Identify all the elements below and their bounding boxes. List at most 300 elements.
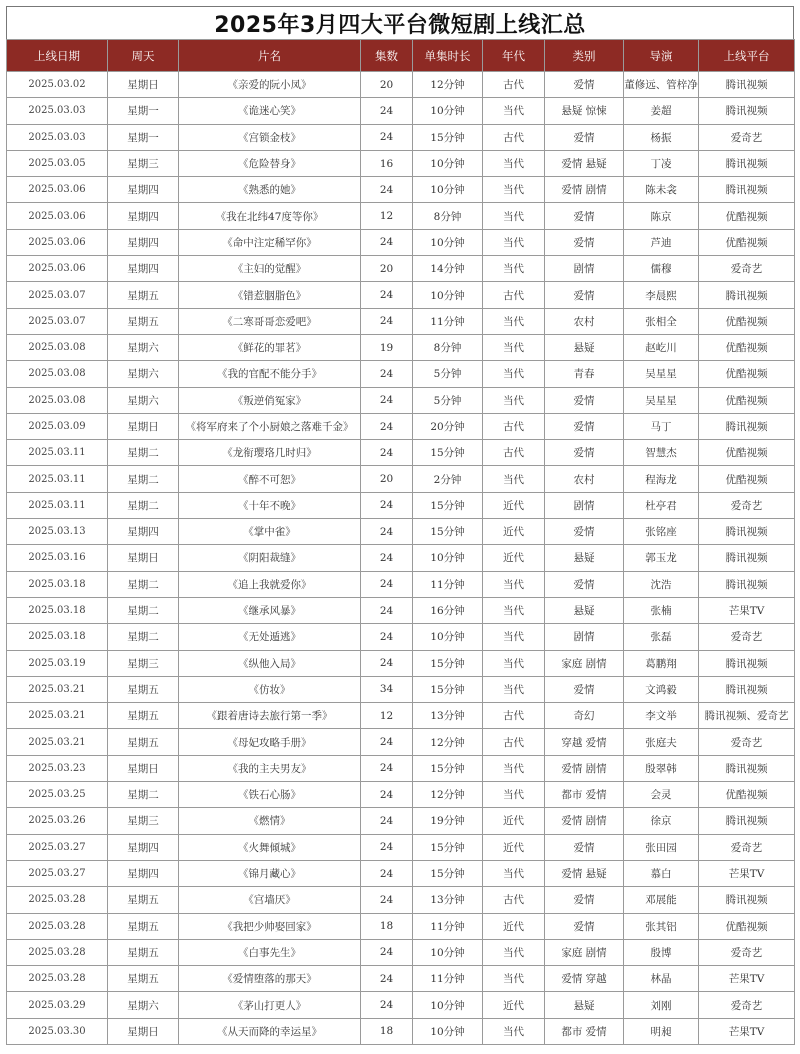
release-date-cell: 2025.03.19 bbox=[7, 650, 108, 676]
weekday-cell: 星期二 bbox=[108, 597, 179, 623]
platform-cell: 爱奇艺 bbox=[699, 834, 795, 860]
duration-cell: 10分钟 bbox=[413, 229, 483, 255]
title-cell: 《诡迷心笑》 bbox=[179, 98, 361, 124]
episodes-cell: 24 bbox=[361, 124, 413, 150]
platform-cell: 腾讯视频 bbox=[699, 887, 795, 913]
platform-cell: 爱奇艺 bbox=[699, 124, 795, 150]
table-row bbox=[7, 361, 795, 387]
table-row bbox=[7, 98, 795, 124]
title-cell: 《锦月藏心》 bbox=[179, 860, 361, 886]
weekday-cell: 星期日 bbox=[108, 755, 179, 781]
release-date-cell: 2025.03.03 bbox=[7, 98, 108, 124]
weekday-cell: 星期六 bbox=[108, 387, 179, 413]
weekday-cell: 星期五 bbox=[108, 887, 179, 913]
col-platform-header: 上线平台 bbox=[699, 40, 795, 72]
release-date-cell: 2025.03.11 bbox=[7, 466, 108, 492]
table-body bbox=[7, 72, 795, 1045]
weekday-cell: 星期五 bbox=[108, 676, 179, 702]
director-cell: 马丁 bbox=[624, 413, 699, 439]
platform-cell: 腾讯视频 bbox=[699, 676, 795, 702]
release-date-cell: 2025.03.11 bbox=[7, 440, 108, 466]
episodes-cell: 20 bbox=[361, 256, 413, 282]
release-date-cell: 2025.03.02 bbox=[7, 72, 108, 98]
episodes-cell: 24 bbox=[361, 282, 413, 308]
table-row bbox=[7, 703, 795, 729]
duration-cell: 13分钟 bbox=[413, 703, 483, 729]
director-cell: 张庭夫 bbox=[624, 729, 699, 755]
era-cell: 当代 bbox=[483, 177, 545, 203]
table-row bbox=[7, 124, 795, 150]
episodes-cell: 24 bbox=[361, 755, 413, 781]
duration-cell: 15分钟 bbox=[413, 440, 483, 466]
table-row bbox=[7, 177, 795, 203]
genre-cell: 农村 bbox=[545, 466, 624, 492]
director-cell: 慕白 bbox=[624, 860, 699, 886]
weekday-cell: 星期日 bbox=[108, 1018, 179, 1044]
platform-cell: 芒果TV bbox=[699, 966, 795, 992]
weekday-cell: 星期五 bbox=[108, 703, 179, 729]
release-date-cell: 2025.03.28 bbox=[7, 966, 108, 992]
weekday-cell: 星期二 bbox=[108, 624, 179, 650]
table-row bbox=[7, 256, 795, 282]
director-cell: 张田园 bbox=[624, 834, 699, 860]
weekday-cell: 星期四 bbox=[108, 834, 179, 860]
era-cell: 当代 bbox=[483, 256, 545, 282]
era-cell: 古代 bbox=[483, 729, 545, 755]
genre-cell: 爱情 bbox=[545, 676, 624, 702]
era-cell: 当代 bbox=[483, 308, 545, 334]
episodes-cell: 24 bbox=[361, 98, 413, 124]
director-cell: 林晶 bbox=[624, 966, 699, 992]
duration-cell: 19分钟 bbox=[413, 808, 483, 834]
director-cell: 智慧杰 bbox=[624, 440, 699, 466]
era-cell: 当代 bbox=[483, 597, 545, 623]
episodes-cell: 24 bbox=[361, 782, 413, 808]
episodes-cell: 24 bbox=[361, 571, 413, 597]
duration-cell: 20分钟 bbox=[413, 413, 483, 439]
episodes-cell: 12 bbox=[361, 203, 413, 229]
platform-cell: 优酷视频 bbox=[699, 387, 795, 413]
title-cell: 《宫墙厌》 bbox=[179, 887, 361, 913]
table-row bbox=[7, 966, 795, 992]
director-cell: 张磊 bbox=[624, 624, 699, 650]
genre-cell: 都市 爱情 bbox=[545, 782, 624, 808]
platform-cell: 优酷视频 bbox=[699, 308, 795, 334]
release-date-cell: 2025.03.07 bbox=[7, 308, 108, 334]
platform-cell: 芒果TV bbox=[699, 1018, 795, 1044]
episodes-cell: 24 bbox=[361, 308, 413, 334]
episodes-cell: 24 bbox=[361, 177, 413, 203]
duration-cell: 11分钟 bbox=[413, 913, 483, 939]
duration-cell: 8分钟 bbox=[413, 334, 483, 360]
table-row bbox=[7, 1018, 795, 1044]
era-cell: 近代 bbox=[483, 519, 545, 545]
title-cell: 《仿妆》 bbox=[179, 676, 361, 702]
episodes-cell: 24 bbox=[361, 229, 413, 255]
table-row bbox=[7, 150, 795, 176]
weekday-cell: 星期日 bbox=[108, 413, 179, 439]
genre-cell: 奇幻 bbox=[545, 703, 624, 729]
era-cell: 当代 bbox=[483, 229, 545, 255]
release-date-cell: 2025.03.18 bbox=[7, 571, 108, 597]
release-date-cell: 2025.03.08 bbox=[7, 387, 108, 413]
table-row bbox=[7, 519, 795, 545]
genre-cell: 悬疑 bbox=[545, 545, 624, 571]
director-cell: 沈浩 bbox=[624, 571, 699, 597]
genre-cell: 爱情 bbox=[545, 387, 624, 413]
era-cell: 当代 bbox=[483, 1018, 545, 1044]
weekday-cell: 星期五 bbox=[108, 308, 179, 334]
col-title-header: 片名 bbox=[179, 40, 361, 72]
era-cell: 当代 bbox=[483, 939, 545, 965]
duration-cell: 11分钟 bbox=[413, 571, 483, 597]
release-date-cell: 2025.03.27 bbox=[7, 860, 108, 886]
era-cell: 当代 bbox=[483, 150, 545, 176]
duration-cell: 11分钟 bbox=[413, 966, 483, 992]
duration-cell: 14分钟 bbox=[413, 256, 483, 282]
release-date-cell: 2025.03.16 bbox=[7, 545, 108, 571]
duration-cell: 10分钟 bbox=[413, 992, 483, 1018]
genre-cell: 爱情 剧情 bbox=[545, 755, 624, 781]
episodes-cell: 18 bbox=[361, 1018, 413, 1044]
director-cell: 陈未衾 bbox=[624, 177, 699, 203]
director-cell: 李晨熙 bbox=[624, 282, 699, 308]
title-cell: 《我在北纬47度等你》 bbox=[179, 203, 361, 229]
genre-cell: 爱情 剧情 bbox=[545, 177, 624, 203]
platform-cell: 腾讯视频 bbox=[699, 98, 795, 124]
weekday-cell: 星期四 bbox=[108, 860, 179, 886]
table-row bbox=[7, 992, 795, 1018]
genre-cell: 爱情 bbox=[545, 203, 624, 229]
table-row bbox=[7, 808, 795, 834]
era-cell: 当代 bbox=[483, 755, 545, 781]
release-date-cell: 2025.03.18 bbox=[7, 624, 108, 650]
genre-cell: 爱情 剧情 bbox=[545, 808, 624, 834]
era-cell: 古代 bbox=[483, 282, 545, 308]
table-row bbox=[7, 440, 795, 466]
era-cell: 近代 bbox=[483, 808, 545, 834]
title-cell: 《无处遁逃》 bbox=[179, 624, 361, 650]
title-cell: 《从天而降的幸运星》 bbox=[179, 1018, 361, 1044]
title-cell: 《亲爱的阮小凤》 bbox=[179, 72, 361, 98]
drama-table bbox=[6, 39, 795, 1045]
table-row bbox=[7, 466, 795, 492]
genre-cell: 爱情 bbox=[545, 571, 624, 597]
genre-cell: 剧情 bbox=[545, 624, 624, 650]
release-date-cell: 2025.03.28 bbox=[7, 887, 108, 913]
title-cell: 《母妃攻略手册》 bbox=[179, 729, 361, 755]
release-date-cell: 2025.03.25 bbox=[7, 782, 108, 808]
release-date-cell: 2025.03.08 bbox=[7, 361, 108, 387]
table-row bbox=[7, 308, 795, 334]
release-date-cell: 2025.03.23 bbox=[7, 755, 108, 781]
director-cell: 程海龙 bbox=[624, 466, 699, 492]
director-cell: 陈京 bbox=[624, 203, 699, 229]
era-cell: 当代 bbox=[483, 203, 545, 229]
era-cell: 近代 bbox=[483, 834, 545, 860]
genre-cell: 爱情 bbox=[545, 913, 624, 939]
director-cell: 赵屹川 bbox=[624, 334, 699, 360]
episodes-cell: 24 bbox=[361, 545, 413, 571]
duration-cell: 10分钟 bbox=[413, 545, 483, 571]
duration-cell: 15分钟 bbox=[413, 492, 483, 518]
weekday-cell: 星期一 bbox=[108, 98, 179, 124]
director-cell: 吴星星 bbox=[624, 361, 699, 387]
era-cell: 当代 bbox=[483, 98, 545, 124]
title-cell: 《主妇的觉醒》 bbox=[179, 256, 361, 282]
table-row bbox=[7, 834, 795, 860]
title-cell: 《鲜花的罪茗》 bbox=[179, 334, 361, 360]
director-cell: 葛鹏翔 bbox=[624, 650, 699, 676]
duration-cell: 5分钟 bbox=[413, 387, 483, 413]
genre-cell: 家庭 剧情 bbox=[545, 939, 624, 965]
title-cell: 《我把少帅娶回家》 bbox=[179, 913, 361, 939]
col-era-header: 年代 bbox=[483, 40, 545, 72]
genre-cell: 爱情 bbox=[545, 834, 624, 860]
director-cell: 董修远、管梓净 bbox=[624, 72, 699, 98]
era-cell: 当代 bbox=[483, 860, 545, 886]
genre-cell: 爱情 bbox=[545, 229, 624, 255]
title-cell: 《继承风暴》 bbox=[179, 597, 361, 623]
era-cell: 当代 bbox=[483, 676, 545, 702]
weekday-cell: 星期四 bbox=[108, 256, 179, 282]
title-cell: 《错惹胭脂色》 bbox=[179, 282, 361, 308]
era-cell: 当代 bbox=[483, 966, 545, 992]
release-date-cell: 2025.03.06 bbox=[7, 203, 108, 229]
title-cell: 《跟着唐诗去旅行第一季》 bbox=[179, 703, 361, 729]
table-row bbox=[7, 282, 795, 308]
episodes-cell: 20 bbox=[361, 72, 413, 98]
platform-cell: 优酷视频 bbox=[699, 913, 795, 939]
table-row bbox=[7, 729, 795, 755]
episodes-cell: 24 bbox=[361, 597, 413, 623]
title-cell: 《我的主夫男友》 bbox=[179, 755, 361, 781]
duration-cell: 15分钟 bbox=[413, 519, 483, 545]
episodes-cell: 24 bbox=[361, 519, 413, 545]
release-date-cell: 2025.03.21 bbox=[7, 703, 108, 729]
weekday-cell: 星期三 bbox=[108, 150, 179, 176]
director-cell: 芦迪 bbox=[624, 229, 699, 255]
director-cell: 会灵 bbox=[624, 782, 699, 808]
weekday-cell: 星期四 bbox=[108, 519, 179, 545]
release-date-cell: 2025.03.30 bbox=[7, 1018, 108, 1044]
duration-cell: 15分钟 bbox=[413, 834, 483, 860]
genre-cell: 爱情 悬疑 bbox=[545, 150, 624, 176]
episodes-cell: 24 bbox=[361, 992, 413, 1018]
era-cell: 当代 bbox=[483, 624, 545, 650]
genre-cell: 悬疑 bbox=[545, 597, 624, 623]
table-row bbox=[7, 624, 795, 650]
genre-cell: 穿越 爱情 bbox=[545, 729, 624, 755]
release-date-cell: 2025.03.08 bbox=[7, 334, 108, 360]
duration-cell: 15分钟 bbox=[413, 124, 483, 150]
platform-cell: 腾讯视频 bbox=[699, 177, 795, 203]
platform-cell: 腾讯视频 bbox=[699, 519, 795, 545]
genre-cell: 爱情 穿越 bbox=[545, 966, 624, 992]
table-row bbox=[7, 860, 795, 886]
duration-cell: 8分钟 bbox=[413, 203, 483, 229]
genre-cell: 农村 bbox=[545, 308, 624, 334]
era-cell: 当代 bbox=[483, 571, 545, 597]
genre-cell: 爱情 悬疑 bbox=[545, 860, 624, 886]
director-cell: 郭玉龙 bbox=[624, 545, 699, 571]
era-cell: 当代 bbox=[483, 334, 545, 360]
weekday-cell: 星期二 bbox=[108, 571, 179, 597]
platform-cell: 芒果TV bbox=[699, 860, 795, 886]
release-date-cell: 2025.03.26 bbox=[7, 808, 108, 834]
episodes-cell: 20 bbox=[361, 466, 413, 492]
table-row bbox=[7, 72, 795, 98]
era-cell: 近代 bbox=[483, 992, 545, 1018]
episodes-cell: 24 bbox=[361, 413, 413, 439]
release-date-cell: 2025.03.09 bbox=[7, 413, 108, 439]
duration-cell: 15分钟 bbox=[413, 755, 483, 781]
table-row bbox=[7, 413, 795, 439]
weekday-cell: 星期五 bbox=[108, 282, 179, 308]
weekday-cell: 星期二 bbox=[108, 466, 179, 492]
col-genre-header: 类别 bbox=[545, 40, 624, 72]
release-date-cell: 2025.03.07 bbox=[7, 282, 108, 308]
table-row bbox=[7, 571, 795, 597]
duration-cell: 10分钟 bbox=[413, 1018, 483, 1044]
weekday-cell: 星期日 bbox=[108, 545, 179, 571]
era-cell: 当代 bbox=[483, 650, 545, 676]
platform-cell: 腾讯视频 bbox=[699, 72, 795, 98]
duration-cell: 10分钟 bbox=[413, 939, 483, 965]
era-cell: 古代 bbox=[483, 703, 545, 729]
table-row bbox=[7, 913, 795, 939]
genre-cell: 爱情 bbox=[545, 72, 624, 98]
table-row bbox=[7, 939, 795, 965]
release-date-cell: 2025.03.28 bbox=[7, 939, 108, 965]
genre-cell: 爱情 bbox=[545, 413, 624, 439]
director-cell: 李文举 bbox=[624, 703, 699, 729]
table-row bbox=[7, 650, 795, 676]
genre-cell: 都市 爱情 bbox=[545, 1018, 624, 1044]
title-cell: 《命中注定稀罕你》 bbox=[179, 229, 361, 255]
weekday-cell: 星期日 bbox=[108, 72, 179, 98]
director-cell: 吴星星 bbox=[624, 387, 699, 413]
title-cell: 《茅山打更人》 bbox=[179, 992, 361, 1018]
release-date-cell: 2025.03.11 bbox=[7, 492, 108, 518]
release-date-cell: 2025.03.21 bbox=[7, 729, 108, 755]
platform-cell: 优酷视频 bbox=[699, 440, 795, 466]
duration-cell: 15分钟 bbox=[413, 860, 483, 886]
platform-cell: 爱奇艺 bbox=[699, 624, 795, 650]
release-date-cell: 2025.03.03 bbox=[7, 124, 108, 150]
release-date-cell: 2025.03.29 bbox=[7, 992, 108, 1018]
release-date-cell: 2025.03.27 bbox=[7, 834, 108, 860]
platform-cell: 爱奇艺 bbox=[699, 729, 795, 755]
platform-cell: 腾讯视频 bbox=[699, 755, 795, 781]
episodes-cell: 18 bbox=[361, 913, 413, 939]
weekday-cell: 星期四 bbox=[108, 203, 179, 229]
platform-cell: 腾讯视频 bbox=[699, 808, 795, 834]
weekday-cell: 星期二 bbox=[108, 440, 179, 466]
genre-cell: 悬疑 惊悚 bbox=[545, 98, 624, 124]
duration-cell: 10分钟 bbox=[413, 150, 483, 176]
director-cell: 明昶 bbox=[624, 1018, 699, 1044]
genre-cell: 爱情 bbox=[545, 124, 624, 150]
weekday-cell: 星期二 bbox=[108, 492, 179, 518]
director-cell: 姜超 bbox=[624, 98, 699, 124]
director-cell: 张相全 bbox=[624, 308, 699, 334]
episodes-cell: 24 bbox=[361, 361, 413, 387]
era-cell: 近代 bbox=[483, 913, 545, 939]
table-row bbox=[7, 229, 795, 255]
platform-cell: 腾讯视频 bbox=[699, 150, 795, 176]
duration-cell: 10分钟 bbox=[413, 624, 483, 650]
title-cell: 《掌中雀》 bbox=[179, 519, 361, 545]
table-row bbox=[7, 782, 795, 808]
release-date-cell: 2025.03.18 bbox=[7, 597, 108, 623]
table-row bbox=[7, 334, 795, 360]
table-row bbox=[7, 203, 795, 229]
release-date-cell: 2025.03.06 bbox=[7, 177, 108, 203]
director-cell: 张铭座 bbox=[624, 519, 699, 545]
weekday-cell: 星期五 bbox=[108, 939, 179, 965]
episodes-cell: 24 bbox=[361, 808, 413, 834]
table-header bbox=[7, 40, 795, 72]
era-cell: 古代 bbox=[483, 72, 545, 98]
release-date-cell: 2025.03.13 bbox=[7, 519, 108, 545]
weekday-cell: 星期四 bbox=[108, 177, 179, 203]
era-cell: 当代 bbox=[483, 387, 545, 413]
platform-cell: 优酷视频 bbox=[699, 203, 795, 229]
duration-cell: 10分钟 bbox=[413, 177, 483, 203]
duration-cell: 10分钟 bbox=[413, 98, 483, 124]
col-episodes-header: 集数 bbox=[361, 40, 413, 72]
platform-cell: 爱奇艺 bbox=[699, 939, 795, 965]
director-cell: 殷翠韩 bbox=[624, 755, 699, 781]
platform-cell: 腾讯视频 bbox=[699, 413, 795, 439]
director-cell: 殷博 bbox=[624, 939, 699, 965]
title-cell: 《二寒哥哥恋爱吧》 bbox=[179, 308, 361, 334]
episodes-cell: 16 bbox=[361, 150, 413, 176]
era-cell: 古代 bbox=[483, 124, 545, 150]
episodes-cell: 24 bbox=[361, 624, 413, 650]
director-cell: 杜亭君 bbox=[624, 492, 699, 518]
weekday-cell: 星期二 bbox=[108, 782, 179, 808]
genre-cell: 爱情 bbox=[545, 282, 624, 308]
duration-cell: 15分钟 bbox=[413, 676, 483, 702]
duration-cell: 12分钟 bbox=[413, 72, 483, 98]
genre-cell: 剧情 bbox=[545, 492, 624, 518]
col-duration-header: 单集时长 bbox=[413, 40, 483, 72]
episodes-cell: 12 bbox=[361, 703, 413, 729]
weekday-cell: 星期三 bbox=[108, 808, 179, 834]
director-cell: 刘刚 bbox=[624, 992, 699, 1018]
title-cell: 《火舞倾城》 bbox=[179, 834, 361, 860]
director-cell: 徐京 bbox=[624, 808, 699, 834]
release-date-cell: 2025.03.28 bbox=[7, 913, 108, 939]
release-date-cell: 2025.03.05 bbox=[7, 150, 108, 176]
table-row bbox=[7, 887, 795, 913]
era-cell: 古代 bbox=[483, 887, 545, 913]
duration-cell: 13分钟 bbox=[413, 887, 483, 913]
title-cell: 《宫锁金枝》 bbox=[179, 124, 361, 150]
era-cell: 古代 bbox=[483, 440, 545, 466]
weekday-cell: 星期三 bbox=[108, 650, 179, 676]
platform-cell: 爱奇艺 bbox=[699, 492, 795, 518]
title-cell: 《将军府来了个小厨娘之落难千金》 bbox=[179, 413, 361, 439]
era-cell: 当代 bbox=[483, 782, 545, 808]
platform-cell: 腾讯视频 bbox=[699, 282, 795, 308]
table-row bbox=[7, 676, 795, 702]
era-cell: 当代 bbox=[483, 361, 545, 387]
genre-cell: 剧情 bbox=[545, 256, 624, 282]
release-date-cell: 2025.03.21 bbox=[7, 676, 108, 702]
